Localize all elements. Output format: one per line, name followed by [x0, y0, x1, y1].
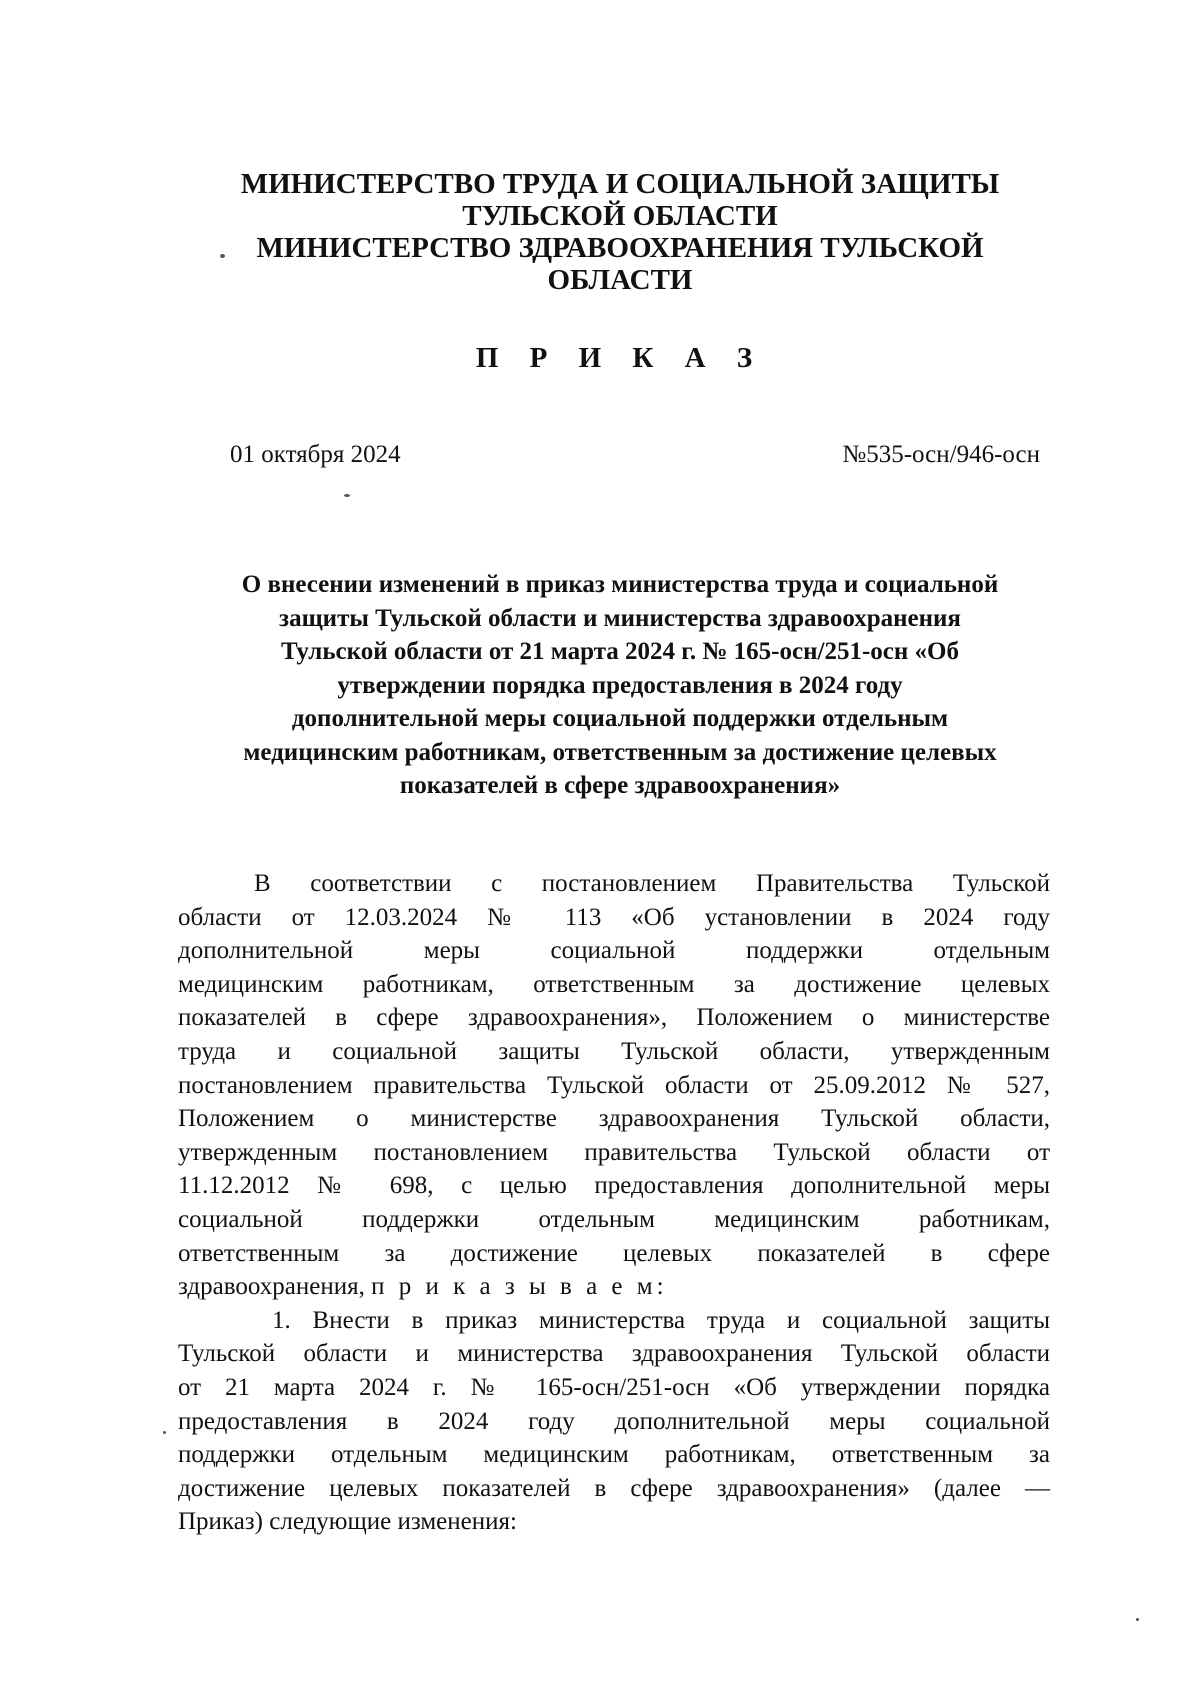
title-line: показателей в сфере здравоохранения» — [399, 772, 841, 799]
body-line: 11.12.2012 № 698, с целью предоставления дополнительной меры — [178, 1172, 1050, 1200]
scan-speck — [344, 494, 350, 497]
body-line: от 21 марта 2024 г. № 165-осн/251-осн «Об утверждении порядка — [178, 1373, 1050, 1401]
body-line: Положением о министерстве здравоохранения Тульской области, — [178, 1105, 1050, 1133]
body-line: области от 12.03.2024 № 113 «Об установлении в 2024 году — [178, 903, 1050, 931]
title-line: защиты Тульской области и министерства здравоохранения — [279, 604, 961, 632]
body-text: здравоохранения, — [178, 1273, 365, 1301]
header-line: МИНИСТЕРСТВО ЗДРАВООХРАНЕНИЯ ТУЛЬСКОЙ — [256, 232, 984, 264]
body-line: дополнительной меры социальной поддержки отдельным — [178, 937, 1050, 965]
scan-speck — [220, 254, 225, 258]
ministry-header — [170, 168, 1070, 296]
body-line: достижение целевых показателей в сфере здравоохранения» (далее — — [178, 1474, 1050, 1502]
document-type-heading: П Р И К А З — [475, 342, 765, 374]
title-line: Тульской области от 21 марта 2024 г. № 165-осн/251-осн «Об — [281, 638, 959, 665]
body-line: утвержденным постановлением правительства Тульской области от — [178, 1138, 1050, 1166]
body-line: постановлением правительства Тульской области от 25.09.2012 № 527, — [178, 1071, 1050, 1099]
title-line: утверждении порядка предоставления в 2024 году — [337, 671, 903, 699]
body-line: социальной поддержки отдельным медицинским работникам, — [178, 1205, 1050, 1233]
scan-speck — [163, 1431, 166, 1434]
header-line: МИНИСТЕРСТВО ТРУДА И СОЦИАЛЬНОЙ ЗАЩИТЫ — [240, 168, 1000, 200]
document-date: 01 октября 2024 — [230, 441, 401, 468]
command-word: п р и к а з ы в а е м: — [371, 1273, 668, 1301]
header-line: ОБЛАСТИ — [547, 264, 693, 296]
body-line: В соответствии с постановлением Правительства Тульской — [254, 870, 1050, 897]
body-line: труда и социальной защиты Тульской области, утвержденным — [178, 1037, 1050, 1065]
title-line: дополнительной меры социальной поддержки отдельным — [291, 705, 949, 732]
body-line: предоставления в 2024 году дополнительной меры социальной — [178, 1407, 1050, 1435]
title-line: О внесении изменений в приказ министерства труда и социальной — [241, 571, 999, 598]
document-body — [178, 867, 1050, 1539]
body-line: Приказ) следующие изменения: — [178, 1508, 517, 1536]
body-line-command — [178, 1270, 1050, 1304]
document-number: №535-осн/946-осн — [842, 441, 1040, 468]
title-line: медицинским работникам, ответственным за достижение целевых — [243, 738, 997, 766]
body-line: поддержки отдельным медицинским работникам, ответственным за — [178, 1441, 1050, 1469]
body-line: ответственным за достижение целевых показателей в сфере — [178, 1239, 1050, 1267]
body-line: показателей в сфере здравоохранения», Положением о министерстве — [178, 1004, 1050, 1032]
document-title — [170, 568, 1070, 803]
header-line: ТУЛЬСКОЙ ОБЛАСТИ — [462, 200, 778, 232]
body-line: медицинским работникам, ответственным за достижение целевых — [178, 970, 1050, 998]
date-number-row — [230, 441, 1040, 469]
body-line: 1. Внести в приказ министерства труда и социальной защиты — [272, 1306, 1050, 1334]
body-line: Тульской области и министерства здравоохранения Тульской области — [178, 1340, 1050, 1368]
scan-speck — [1136, 1618, 1139, 1621]
